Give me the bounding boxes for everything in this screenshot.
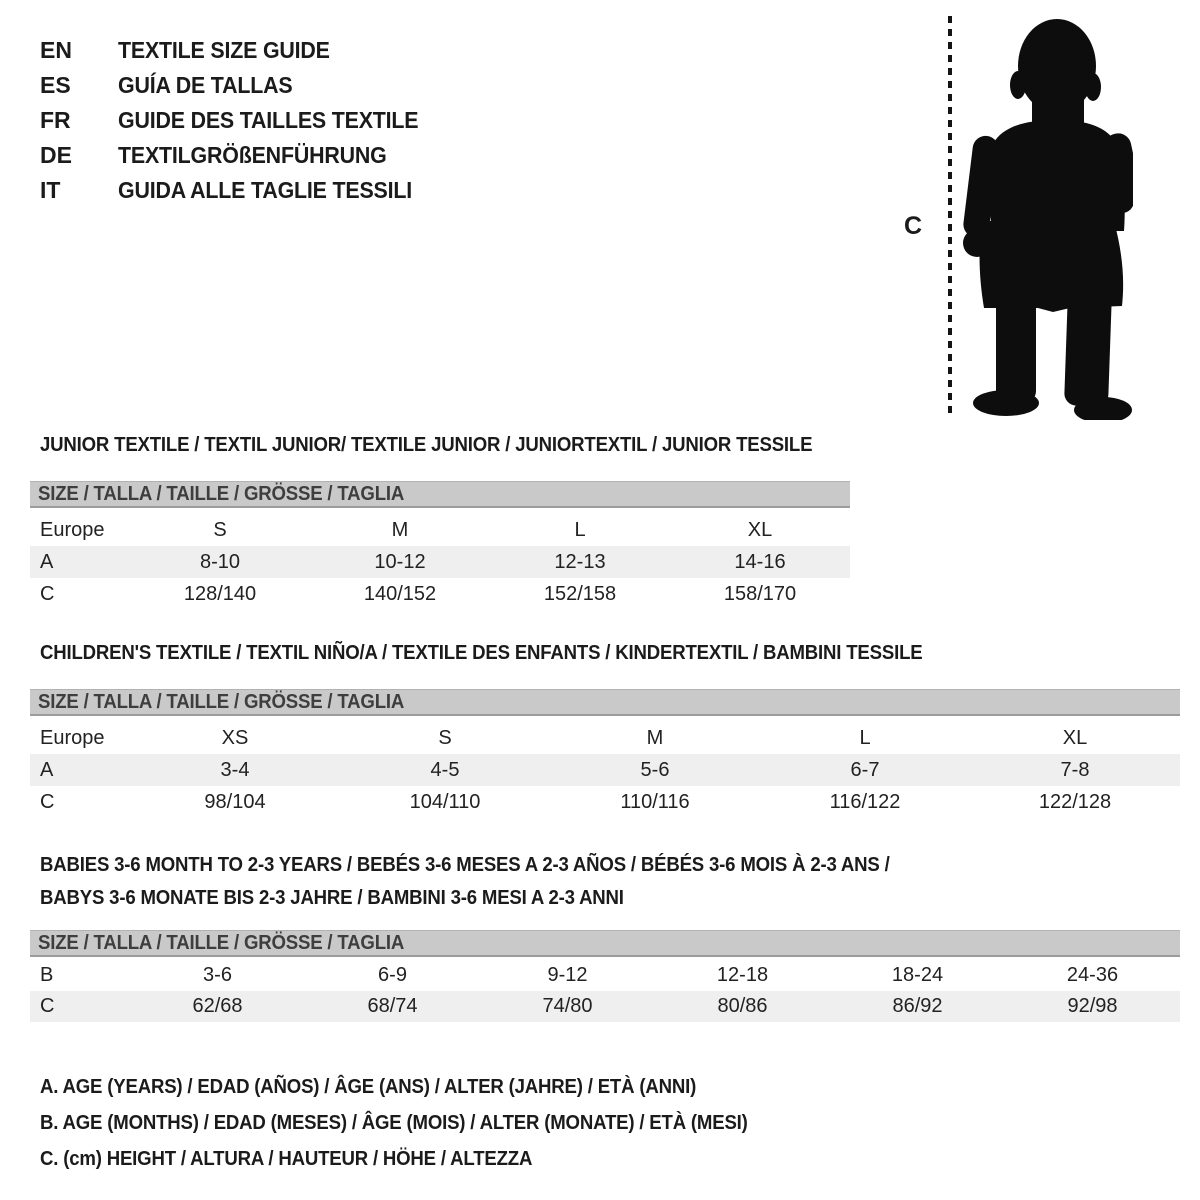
- age-cell: 14-16: [734, 550, 786, 573]
- lang-row-fr: [40, 103, 441, 138]
- size-cell: L: [859, 726, 871, 749]
- months-cell: 3-6: [203, 964, 232, 986]
- height-cell: 74/80: [542, 995, 593, 1017]
- months-cell: 12-18: [716, 964, 769, 986]
- lang-row-de: [40, 138, 441, 173]
- babies-size-table: [30, 960, 1180, 1022]
- size-header-text: SIZE / TALLA / TAILLE / GRÖSSE / TAGLIA: [38, 931, 405, 954]
- age-cell: 10-12: [374, 550, 426, 573]
- lang-code: DE: [40, 142, 72, 168]
- height-cell: 80/86: [717, 995, 768, 1017]
- row-label: A: [40, 550, 54, 573]
- lang-code: IT: [40, 177, 61, 203]
- legend-text-b: B. AGE (MONTHS) / EDAD (MESES) / ÂGE (MOIS) / ALTER (MONATE) / ETÀ (MESI): [40, 1112, 748, 1134]
- months-cell: 9-12: [547, 964, 588, 986]
- language-title-list: [40, 33, 441, 208]
- lang-title: GUIDA ALLE TAGLIE TESSILI: [118, 177, 413, 203]
- height-cell: 110/116: [620, 790, 690, 813]
- height-cell: 104/110: [409, 790, 481, 813]
- table-row-height: [30, 786, 1180, 818]
- age-cell: 3-4: [220, 758, 250, 781]
- height-cell: 86/92: [892, 995, 943, 1017]
- row-label: C: [40, 582, 55, 605]
- junior-size-header-band: [30, 481, 850, 508]
- height-cell: 152/158: [543, 582, 617, 605]
- table-row-europe: [30, 514, 850, 546]
- children-heading-text: CHILDREN'S TEXTILE / TEXTIL NIÑO/A / TEXTILE DES ENFANTS / KINDERTEXTIL / BAMBINI TESSILE: [40, 642, 923, 664]
- legend-line-b: [40, 1105, 801, 1141]
- lang-title: GUIDE DES TAILLES TEXTILE: [118, 107, 419, 133]
- lang-title: TEXTILE SIZE GUIDE: [118, 37, 330, 63]
- legend-text-a: A. AGE (YEARS) / EDAD (AÑOS) / ÂGE (ANS) / ALTER (JAHRE) / ETÀ (ANNI): [40, 1076, 697, 1098]
- junior-section-heading: [40, 434, 870, 457]
- row-label: C: [40, 995, 55, 1017]
- height-cell: 68/74: [367, 995, 418, 1017]
- height-measure-dashed-line: [946, 16, 954, 418]
- size-header-text: SIZE / TALLA / TAILLE / GRÖSSE / TAGLIA: [38, 690, 405, 713]
- babies-heading-line1: BABIES 3-6 MONTH TO 2-3 YEARS / BEBÉS 3-6 MESES A 2-3 AÑOS / BÉBÉS 3-6 MOIS À 2-3 ANS /: [40, 854, 890, 876]
- row-label: C: [40, 790, 55, 813]
- legend-line-c: [40, 1141, 801, 1177]
- lang-row-it: [40, 173, 441, 208]
- table-row-height: [30, 991, 1180, 1022]
- height-cell: 98/104: [204, 790, 266, 813]
- size-cell: XS: [221, 726, 249, 749]
- months-cell: 6-9: [378, 964, 407, 986]
- lang-title: GUÍA DE TALLAS: [118, 72, 293, 98]
- height-cell: 62/68: [192, 995, 243, 1017]
- lang-code: EN: [40, 37, 72, 63]
- size-cell: M: [646, 726, 664, 749]
- age-cell: 6-7: [850, 758, 880, 781]
- lang-row-en: [40, 33, 441, 68]
- junior-heading-text: JUNIOR TEXTILE / TEXTIL JUNIOR/ TEXTILE JUNIOR / JUNIORTEXTIL / JUNIOR TESSILE: [40, 434, 813, 456]
- height-cell: 158/170: [723, 582, 797, 605]
- lang-title: TEXTILGRÖßENFÜHRUNG: [118, 142, 387, 168]
- legend-line-a: [40, 1069, 801, 1105]
- size-cell: M: [391, 518, 409, 541]
- table-row-age: [30, 754, 1180, 786]
- babies-heading-line2: BABYS 3-6 MONATE BIS 2-3 JAHRE / BAMBINI 3-6 MESI A 2-3 ANNI: [40, 887, 624, 909]
- size-cell: XL: [747, 518, 773, 541]
- babies-section-heading: [40, 849, 954, 915]
- months-cell: 24-36: [1066, 964, 1119, 986]
- row-label: Europe: [40, 518, 105, 541]
- row-label: Europe: [40, 726, 105, 749]
- age-cell: 5-6: [640, 758, 670, 781]
- height-cell: 92/98: [1067, 995, 1118, 1017]
- table-row-europe: [30, 722, 1180, 754]
- junior-size-table: [30, 514, 850, 610]
- height-cell: 140/152: [363, 582, 437, 605]
- size-cell: S: [438, 726, 452, 749]
- table-row-age: [30, 546, 850, 578]
- lang-row-es: [40, 68, 441, 103]
- age-cell: 12-13: [554, 550, 606, 573]
- size-cell: L: [574, 518, 586, 541]
- months-cell: 18-24: [891, 964, 944, 986]
- height-cell: 122/128: [1038, 790, 1112, 813]
- table-row-months: [30, 960, 1180, 991]
- size-cell: S: [213, 518, 227, 541]
- measurement-legend: [40, 1069, 801, 1177]
- row-label: A: [40, 758, 54, 781]
- row-label: B: [40, 964, 54, 986]
- height-measure-label: C: [904, 212, 923, 240]
- legend-text-c: C. (cm) HEIGHT / ALTURA / HAUTEUR / HÖHE / ALTEZZA: [40, 1148, 533, 1170]
- height-cell: 116/122: [829, 790, 901, 813]
- height-cell: 128/140: [183, 582, 257, 605]
- children-size-header-band: [30, 689, 1180, 716]
- baby-silhouette-image: [962, 16, 1133, 420]
- children-section-heading: [40, 642, 989, 665]
- table-row-height: [30, 578, 850, 610]
- size-header-text: SIZE / TALLA / TAILLE / GRÖSSE / TAGLIA: [38, 482, 405, 505]
- lang-code: ES: [40, 72, 71, 98]
- age-cell: 4-5: [430, 758, 460, 781]
- children-size-table: [30, 722, 1180, 818]
- lang-code: FR: [40, 107, 71, 133]
- babies-size-header-band: [30, 930, 1180, 957]
- size-cell: XL: [1062, 726, 1088, 749]
- age-cell: 7-8: [1060, 758, 1090, 781]
- age-cell: 8-10: [199, 550, 241, 573]
